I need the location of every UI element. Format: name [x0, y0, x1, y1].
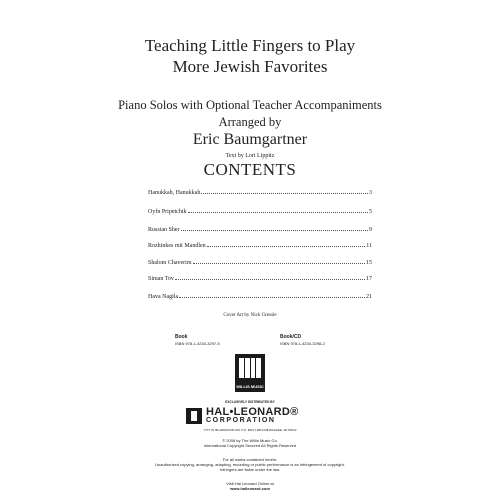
arranged-by: Arranged by	[218, 115, 282, 129]
isbn-bookcd-number: ISBN 978-1-4234-3298-2	[280, 341, 325, 346]
copyright-line: © 2008 by The Willis Music Co.	[222, 438, 278, 443]
title-line-1: Teaching Little Fingers to Play	[144, 36, 356, 55]
toc-item-title: Hava Nagila	[148, 294, 179, 300]
website-link[interactable]: www.halleonard.com	[230, 486, 270, 491]
toc-item-page: 17	[366, 276, 372, 282]
isbn-bookcd-label: Book/CD	[280, 334, 302, 340]
isbn-book	[175, 334, 220, 346]
cover-art-credit: Cover Art by Nick Gressle	[223, 313, 277, 318]
toc-item	[148, 206, 372, 216]
toc-item	[148, 187, 372, 197]
publisher-address: 7777 W. BLUEMOUND RD. P.O. BOX 13819 MILWAUKEE, WI 53213	[203, 428, 297, 432]
contents-heading: CONTENTS	[203, 160, 297, 179]
isbn-bookcd	[280, 334, 325, 346]
isbn-book-label: Book	[175, 334, 188, 340]
piano-keys-icon	[239, 358, 261, 378]
hal-leonard-logo	[186, 406, 316, 428]
toc-item	[148, 240, 372, 250]
hal-leonard-corporation: CORPORATION	[206, 417, 276, 424]
distributed-by: EXCLUSIVELY DISTRIBUTED BY	[225, 400, 275, 404]
arranger-name: Eric Baumgartner	[192, 131, 308, 148]
toc-item-page: 9	[369, 227, 372, 233]
toc-item-page: 11	[366, 243, 372, 249]
toc-item-title: Oyfn Pripetchik	[148, 209, 187, 215]
legal-line: Infringers are liable under the law.	[219, 467, 281, 472]
hal-leonard-name: HAL•LEONARD®	[206, 406, 299, 418]
toc-item-title: Shalom Chaverim	[148, 260, 192, 266]
toc-item	[148, 273, 372, 283]
subtitle: Piano Solos with Optional Teacher Accompaniments	[118, 98, 382, 112]
willis-logo-text: WILLIS MUSIC	[236, 384, 264, 389]
text-by: Text by Lori Lippitz	[225, 153, 275, 159]
isbn-book-number: ISBN 978-1-4234-3297-5	[175, 341, 220, 346]
hal-leonard-mark-icon	[186, 408, 202, 424]
legal-line: Unauthorized copying, arranging, adapting, recording or public performance is an infringement of copyright.	[155, 462, 345, 467]
toc-item-title: Siman Tov	[148, 276, 174, 282]
toc-item-page: 5	[369, 209, 372, 215]
legal-line: For all works contained herein:	[222, 457, 278, 462]
toc-item-page: 3	[369, 190, 372, 196]
toc-item-title: Rozhinkes mit Mandlen	[148, 243, 206, 249]
willis-music-logo	[235, 354, 265, 392]
title-line-2: More Jewish Favorites	[172, 57, 328, 76]
toc-item-page: 15	[366, 260, 372, 266]
copyright-line: International Copyright Secured All Rights Reserved	[203, 443, 297, 448]
toc-item-title: Hanukkah, Hanukkah	[148, 190, 201, 196]
toc-item-page: 21	[366, 294, 372, 300]
toc-item	[148, 291, 372, 301]
visit-online: Visit Hal Leonard Online at	[226, 481, 274, 486]
toc-item	[148, 224, 372, 234]
toc-item-title: Russian Sher	[148, 227, 180, 233]
toc-item	[148, 257, 372, 267]
